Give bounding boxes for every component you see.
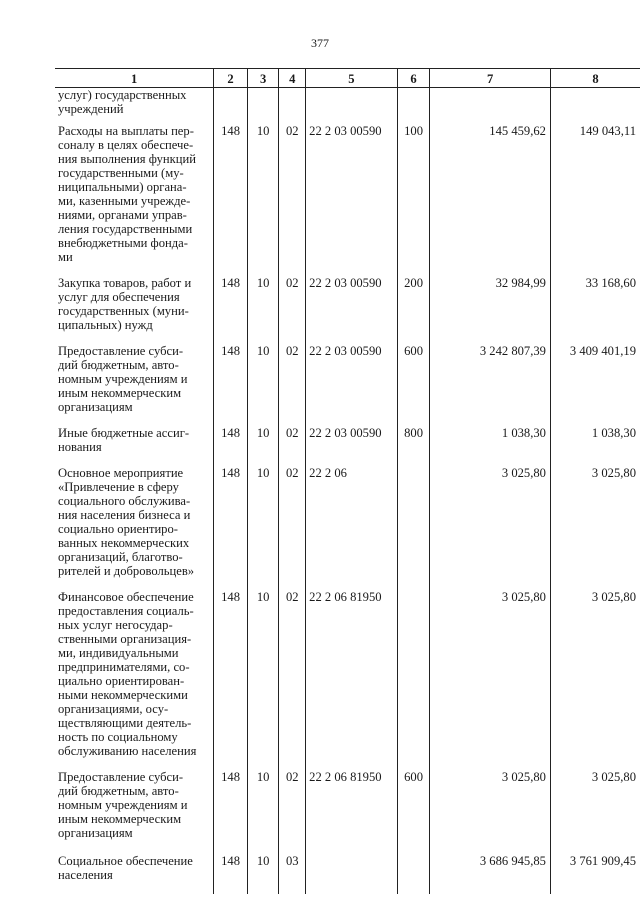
amount-year1-cell xyxy=(430,88,551,125)
row-name-cell xyxy=(55,426,214,466)
section-cell: 10 xyxy=(247,124,279,276)
header-cell: 8 xyxy=(550,69,640,88)
row-name-line: учреждений xyxy=(58,102,124,116)
row-name-cell xyxy=(55,344,214,426)
header-cell: 3 xyxy=(247,69,279,88)
page-number: 377 xyxy=(311,36,329,50)
amount-year1-cell: 32 984,99 xyxy=(430,276,551,344)
target-article-cell: 22 2 03 00590 xyxy=(306,276,398,344)
row-name-cell xyxy=(55,590,214,770)
amount-year2-cell: 33 168,60 xyxy=(550,276,640,344)
subsection-cell: 02 xyxy=(279,590,306,770)
amount-year1-cell: 3 025,80 xyxy=(430,466,551,590)
expense-type-cell xyxy=(397,88,430,125)
section-cell: 10 xyxy=(247,344,279,426)
row-name-line: ми, казенными учрежде- xyxy=(58,194,191,208)
row-name-line: соналу в целях обеспече- xyxy=(58,138,194,152)
row-name-line: Социальное обеспечение xyxy=(58,854,193,868)
row-name-line: ниципальными) органа- xyxy=(58,180,187,194)
row-name-line: иным некоммерческим xyxy=(58,386,182,400)
row-name-line: организаций, благотво- xyxy=(58,550,183,564)
row-name-line: населения xyxy=(58,868,113,882)
row-name-line: Предоставление субси- xyxy=(58,344,184,358)
row-name-line: организациям xyxy=(58,400,133,414)
row-name-line: дий бюджетным, авто- xyxy=(58,358,179,372)
table-row xyxy=(55,466,640,590)
row-name-line: государственными (му- xyxy=(58,166,184,180)
table-row xyxy=(55,770,640,854)
amount-year2-cell: 3 409 401,19 xyxy=(550,344,640,426)
row-name-cell xyxy=(55,276,214,344)
row-name-line: Иные бюджетные ассиг- xyxy=(58,426,190,440)
target-article-cell xyxy=(306,88,398,125)
row-name-line: ления государственными xyxy=(58,222,193,236)
expense-type-cell xyxy=(397,854,430,894)
amount-year1-cell: 3 242 807,39 xyxy=(430,344,551,426)
table-row xyxy=(55,88,640,125)
row-name-line: ципальных) нужд xyxy=(58,318,153,332)
row-name-line: ми xyxy=(58,250,73,264)
row-name-line: «Привлечение в сферу xyxy=(58,480,179,494)
subsection-cell: 02 xyxy=(279,276,306,344)
chapter-cell: 148 xyxy=(214,854,248,894)
row-name-cell xyxy=(55,88,214,125)
row-name-line: предоставления социаль- xyxy=(58,604,194,618)
row-name-line: номным учреждениям и xyxy=(58,372,188,386)
target-article-cell xyxy=(306,854,398,894)
chapter-cell: 148 xyxy=(214,770,248,854)
table-row xyxy=(55,276,640,344)
target-article-cell: 22 2 06 81950 xyxy=(306,770,398,854)
expense-type-cell: 600 xyxy=(397,344,430,426)
table-row xyxy=(55,344,640,426)
row-name-line: ственными организация- xyxy=(58,632,192,646)
row-name-cell xyxy=(55,770,214,854)
amount-year1-cell: 3 686 945,85 xyxy=(430,854,551,894)
amount-year1-cell: 145 459,62 xyxy=(430,124,551,276)
chapter-cell: 148 xyxy=(214,466,248,590)
amount-year2-cell: 3 025,80 xyxy=(550,770,640,854)
table-body xyxy=(55,88,640,895)
row-name-line: нования xyxy=(58,440,102,454)
row-name-line: организациям xyxy=(58,826,133,840)
target-article-cell: 22 2 03 00590 xyxy=(306,344,398,426)
row-name-line: обслуживанию населения xyxy=(58,744,197,758)
row-name-line: номным учреждениям и xyxy=(58,798,188,812)
amount-year2-cell: 3 025,80 xyxy=(550,466,640,590)
budget-table xyxy=(55,68,640,894)
row-name-line: услуг для обеспечения xyxy=(58,290,180,304)
table-row xyxy=(55,590,640,770)
expense-type-cell xyxy=(397,590,430,770)
row-name-line: социального обслужива- xyxy=(58,494,191,508)
subsection-cell: 02 xyxy=(279,426,306,466)
row-name-line: Основное мероприятие xyxy=(58,466,184,480)
row-name-line: Предоставление субси- xyxy=(58,770,184,784)
row-name-line: ществляющими деятель- xyxy=(58,716,192,730)
target-article-cell: 22 2 06 xyxy=(306,466,398,590)
table-row xyxy=(55,426,640,466)
expense-type-cell xyxy=(397,466,430,590)
section-cell: 10 xyxy=(247,854,279,894)
table-row xyxy=(55,854,640,894)
row-name-line: иным некоммерческим xyxy=(58,812,182,826)
header-cell: 5 xyxy=(306,69,398,88)
amount-year2-cell: 3 025,80 xyxy=(550,590,640,770)
subsection-cell: 02 xyxy=(279,466,306,590)
subsection-cell: 02 xyxy=(279,344,306,426)
row-name-line: дий бюджетным, авто- xyxy=(58,784,179,798)
row-name-line: организациями, осу- xyxy=(58,702,169,716)
amount-year2-cell xyxy=(550,88,640,125)
chapter-cell: 148 xyxy=(214,276,248,344)
row-name-line: рителей и добровольцев» xyxy=(58,564,195,578)
section-cell xyxy=(247,88,279,125)
row-name-line: Расходы на выплаты пер- xyxy=(58,124,194,138)
section-cell: 10 xyxy=(247,590,279,770)
target-article-cell: 22 2 03 00590 xyxy=(306,124,398,276)
row-name-line: социально ориентиро- xyxy=(58,522,178,536)
expense-type-cell: 600 xyxy=(397,770,430,854)
expense-type-cell: 800 xyxy=(397,426,430,466)
amount-year2-cell: 149 043,11 xyxy=(550,124,640,276)
section-cell: 10 xyxy=(247,426,279,466)
header-cell: 4 xyxy=(279,69,306,88)
row-name-line: услуг) государственных xyxy=(58,88,187,102)
row-name-line: внебюджетными фонда- xyxy=(58,236,188,250)
subsection-cell xyxy=(279,88,306,125)
amount-year1-cell: 3 025,80 xyxy=(430,770,551,854)
header-cell: 6 xyxy=(397,69,430,88)
chapter-cell: 148 xyxy=(214,590,248,770)
row-name-line: ния выполнения функций xyxy=(58,152,196,166)
header-cell: 1 xyxy=(55,69,214,88)
chapter-cell: 148 xyxy=(214,344,248,426)
row-name-line: ванных некоммерческих xyxy=(58,536,190,550)
section-cell: 10 xyxy=(247,466,279,590)
amount-year1-cell: 1 038,30 xyxy=(430,426,551,466)
row-name-cell xyxy=(55,854,214,894)
amount-year2-cell: 1 038,30 xyxy=(550,426,640,466)
row-name-cell xyxy=(55,124,214,276)
section-cell: 10 xyxy=(247,770,279,854)
row-name-line: ных услуг негосудар- xyxy=(58,618,173,632)
header-cell: 7 xyxy=(430,69,551,88)
subsection-cell: 02 xyxy=(279,770,306,854)
target-article-cell: 22 2 06 81950 xyxy=(306,590,398,770)
expense-type-cell: 100 xyxy=(397,124,430,276)
table-row xyxy=(55,124,640,276)
row-name-line: ниями, органами управ- xyxy=(58,208,187,222)
amount-year1-cell: 3 025,80 xyxy=(430,590,551,770)
target-article-cell: 22 2 03 00590 xyxy=(306,426,398,466)
chapter-cell: 148 xyxy=(214,426,248,466)
row-name-line: Финансовое обеспечение xyxy=(58,590,194,604)
amount-year2-cell: 3 761 909,45 xyxy=(550,854,640,894)
header-row xyxy=(55,69,640,88)
chapter-cell: 148 xyxy=(214,124,248,276)
header-cell: 2 xyxy=(214,69,248,88)
row-name-line: Закупка товаров, работ и xyxy=(58,276,192,290)
subsection-cell: 03 xyxy=(279,854,306,894)
row-name-line: ность по социальному xyxy=(58,730,178,744)
row-name-line: ми, индивидуальными xyxy=(58,646,179,660)
subsection-cell: 02 xyxy=(279,124,306,276)
expense-type-cell: 200 xyxy=(397,276,430,344)
chapter-cell xyxy=(214,88,248,125)
row-name-line: циально ориентирован- xyxy=(58,674,185,688)
row-name-cell xyxy=(55,466,214,590)
row-name-line: предпринимателями, со- xyxy=(58,660,190,674)
row-name-line: ными некоммерческими xyxy=(58,688,188,702)
section-cell: 10 xyxy=(247,276,279,344)
row-name-line: государственных (муни- xyxy=(58,304,189,318)
row-name-line: ния населения бизнеса и xyxy=(58,508,191,522)
